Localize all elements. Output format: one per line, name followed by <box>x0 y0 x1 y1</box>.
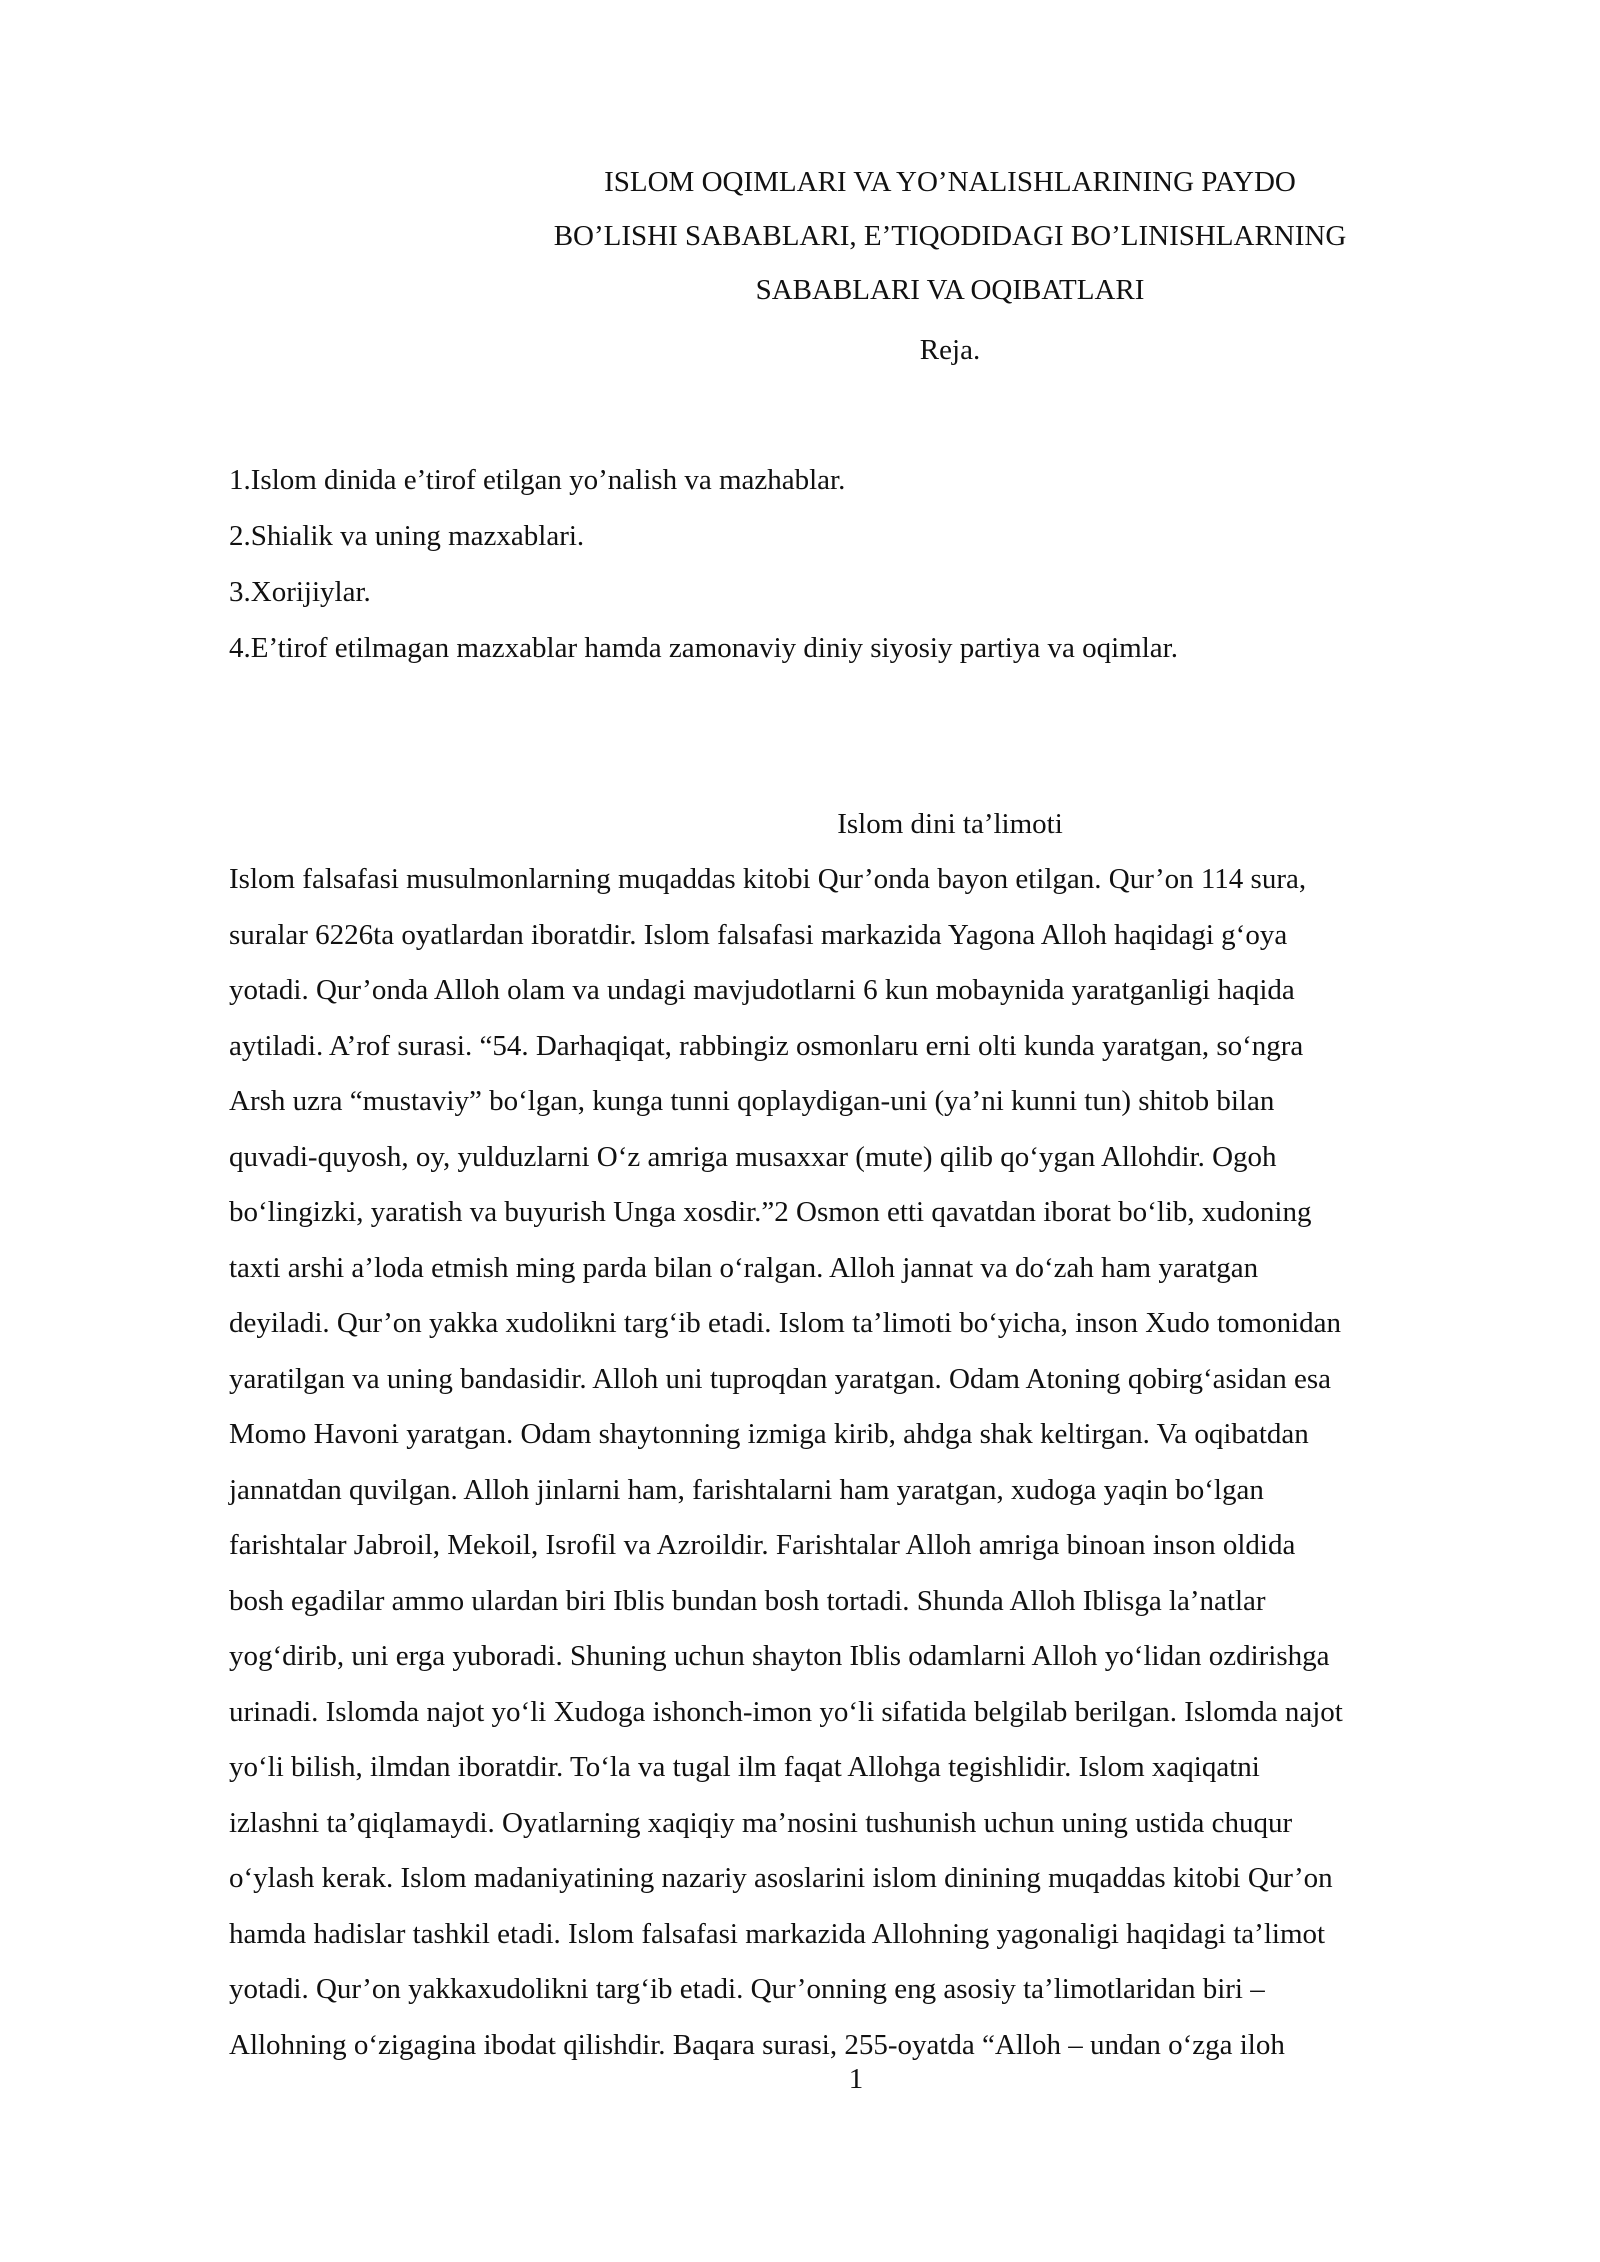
body-line: farishtalar Jabroil, Mekoil, Isrofil va Azroildir. Farishtalar Alloh amriga binoan inson oldida <box>229 1529 1296 1561</box>
body-paragraph <box>229 852 1479 2073</box>
body-line: o‘ylash kerak. Islom madaniyatining nazariy asoslarini islom dinining muqaddas kitobi Qur’on <box>229 1862 1333 1894</box>
plan-item: 2.Shialik va uning mazxablari. <box>229 520 585 552</box>
plan-item: 3.Xorijiylar. <box>229 576 371 608</box>
plan-item: 4.E’tirof etilmagan mazxablar hamda zamonaviy diniy siyosiy partiya va oqimlar. <box>229 632 1178 664</box>
body-line: bo‘lingizki, yaratish va buyurish Unga xosdir.”2 Osmon etti qavatdan iborat bo‘lib, xudoning <box>229 1196 1312 1228</box>
body-line: yaratilgan va uning bandasidir. Alloh uni tuproqdan yaratgan. Odam Atoning qobirg‘asidan esa <box>229 1362 1332 1395</box>
body-line: Arsh uzra “mustaviy” bo‘lgan, kunga tunni qoplaydigan-uni (ya’ni kunni tun) shitob bilan <box>229 1085 1275 1117</box>
body-line: hamda hadislar tashkil etadi. Islom falsafasi markazida Allohning yagonaligi haqidagi ta’limot <box>229 1917 1326 1950</box>
body-line: yo‘li bilish, ilmdan iboratdir. To‘la va tugal ilm faqat Allohga tegishlidir. Islom xaqiqatni <box>229 1751 1260 1783</box>
body-line: Allohning o‘zigagina ibodat qilishdir. Baqara surasi, 255-oyatda “Alloh – undan o‘zga iloh <box>229 2028 1285 2061</box>
body-line: deyiladi. Qur’on yakka xudolikni targ‘ib etadi. Islom ta’limoti bo‘yicha, inson Xudo tomonidan <box>229 1307 1342 1339</box>
body-line: quvadi-quyosh, oy, yulduzlarni O‘z amriga musaxxar (mute) qilib qo‘ygan Allohdir. Ogoh <box>229 1140 1277 1173</box>
body-line: suralar 6226ta oyatlardan iboratdir. Islom falsafasi markazida Yagona Alloh haqidagi g‘oya <box>229 918 1288 951</box>
body-line: urinadi. Islomda najot yo‘li Xudoga ishonch-imon yo‘li sifatida belgilab berilgan. Islomda najot <box>229 1695 1343 1728</box>
section-heading: Islom dini ta’limoti <box>837 808 1063 840</box>
page-number: 1 <box>848 2063 864 2095</box>
body-line: taxti arshi a’loda etmish ming parda bilan o‘ralgan. Alloh jannat va do‘zah ham yaratgan <box>229 1251 1259 1284</box>
title-line: BO’LISHI SABABLARI, E’TIQODIDAGI BO’LINISHLARNING <box>553 220 1347 252</box>
plan-item: 1.Islom dinida e’tirof etilgan yo’nalish va mazhablar. <box>229 464 846 496</box>
plan-heading: Reja. <box>919 334 981 366</box>
body-line: Momo Havoni yaratgan. Odam shaytonning izmiga kirib, ahdga shak keltirgan. Va oqibatdan <box>229 1418 1309 1450</box>
body-line: jannatdan quvilgan. Alloh jinlarni ham, farishtalarni ham yaratgan, xudoga yaqin bo‘lgan <box>229 1473 1264 1506</box>
title-line: ISLOM OQIMLARI VA YO’NALISHLARINING PAYDO <box>604 166 1296 198</box>
body-line: izlashni ta’qiqlamaydi. Oyatlarning xaqiqiy ma’nosini tushunish uchun uning ustida chuqur <box>229 1806 1293 1839</box>
body-line: yotadi. Qur’onda Alloh olam va undagi mavjudotlarni 6 kun mobaynida yaratganligi haqida <box>229 974 1295 1006</box>
body-line: aytiladi. A’rof surasi. “54. Darhaqiqat, rabbingiz osmonlaru erni olti kunda yaratgan, so‘ngra <box>229 1029 1304 1062</box>
document-title <box>440 155 1460 317</box>
body-line: yotadi. Qur’on yakkaxudolikni targ‘ib etadi. Qur’onning eng asosiy ta’limotlaridan biri – <box>229 1973 1265 2005</box>
body-line: yog‘dirib, uni erga yuboradi. Shuning uchun shayton Iblis odamlarni Alloh yo‘lidan ozdirishga <box>229 1640 1330 1672</box>
plan-list <box>229 452 1479 676</box>
body-line: Islom falsafasi musulmonlarning muqaddas kitobi Qur’onda bayon etilgan. Qur’on 114 sura, <box>229 863 1307 895</box>
title-line: SABABLARI VA OQIBATLARI <box>755 274 1145 306</box>
body-line: bosh egadilar ammo ulardan biri Iblis bundan bosh tortadi. Shunda Alloh Iblisga la’natlar <box>229 1584 1266 1617</box>
